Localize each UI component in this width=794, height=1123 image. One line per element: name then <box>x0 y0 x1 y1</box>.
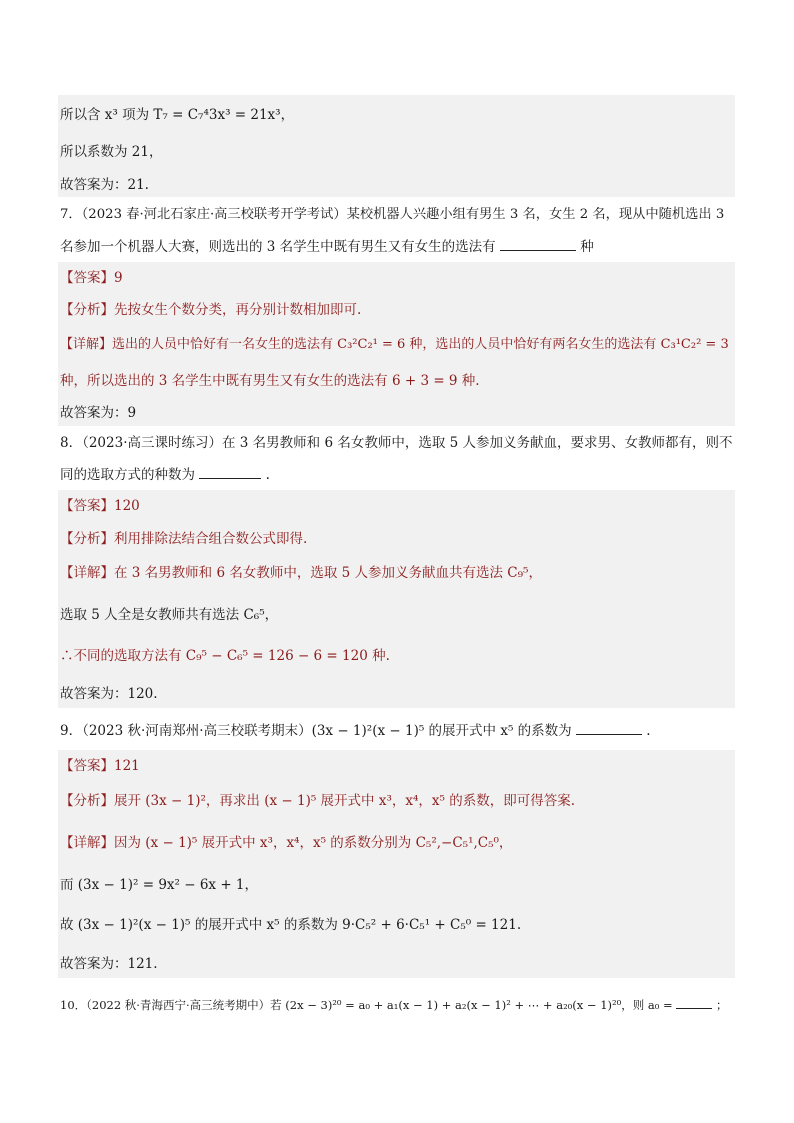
q9-answer-blank <box>576 720 642 735</box>
q8-answer: 【答案】120 <box>60 498 140 514</box>
q9-stem-end: . <box>646 723 651 739</box>
q10-stem <box>60 994 734 1014</box>
q7-answer: 【答案】9 <box>60 270 123 286</box>
q9-stem <box>60 720 734 740</box>
q7-detail-2: 种，所以选出的 3 名学生中既有男生又有女生的选法有 6 + 3 = 9 种. <box>60 373 480 389</box>
q9-detail-3: 故 (3x − 1)²(x − 1)⁵ 的展开式中 x⁵ 的系数为 9·C₅² + 6·C₅¹ + C₅⁰ = 121. <box>60 917 522 933</box>
q9-analysis: 【分析】展开 (3x − 1)²，再求出 (x − 1)⁵ 展开式中 x³，x⁴，x⁵ 的系数，即可得答案. <box>60 793 575 809</box>
solution-block-q8 <box>58 490 735 708</box>
q7-answer-blank <box>500 236 576 251</box>
q7-stem-unit: 种 <box>580 239 594 255</box>
q9-detail-1: 【详解】因为 (x − 1)⁵ 展开式中 x³，x⁴，x⁵ 的系数分别为 C₅²,−C₅¹,C₅⁰， <box>60 835 513 851</box>
q8-answer-blank <box>199 464 261 479</box>
q9-answer: 【答案】121 <box>60 758 140 774</box>
q8-stem-line-2 <box>60 464 734 484</box>
q8-stem-end: . <box>265 467 270 483</box>
solution-block-q9 <box>58 750 735 978</box>
q7-stem-text: 名参加一个机器人大赛，则选出的 3 名学生中既有男生又有女生的选法有 <box>60 239 496 255</box>
q8-stem-line-1: 8．（2023·高三课时练习）在 3 名男教师和 6 名女教师中，选取 5 人参加义务献血，要求男、女教师都有，则不 <box>60 435 733 451</box>
q7-final: 故答案为：9 <box>60 405 137 421</box>
q8-detail-3: ∴不同的选取方法有 C₉⁵ − C₆⁵ = 126 − 6 = 120 种. <box>60 648 390 664</box>
q9-final: 故答案为：121. <box>60 956 158 972</box>
q9-stem-text: 9．（2023 秋·河南郑州·高三校联考期末）(3x − 1)²(x − 1)⁵ 的展开式中 x⁵ 的系数为 <box>60 723 572 739</box>
q10-stem-end: ； <box>715 998 728 1012</box>
q9-detail-2: 而 (3x − 1)² = 9x² − 6x + 1， <box>60 877 259 893</box>
q8-final: 故答案为：120. <box>60 686 158 702</box>
q8-analysis: 【分析】利用排除法结合组合数公式即得. <box>60 531 308 547</box>
q7-stem-line-2 <box>60 236 734 256</box>
q10-answer-blank <box>676 994 712 1009</box>
q6-line-2: 所以系数为 21， <box>60 144 163 160</box>
q6-line-1: 所以含 x³ 项为 T₇ = C₇⁴3x³ = 21x³， <box>60 107 295 123</box>
q7-analysis: 【分析】先按女生个数分类，再分别计数相加即可. <box>60 302 362 318</box>
q8-stem-text: 同的选取方式的种数为 <box>60 467 195 483</box>
q6-final: 故答案为：21. <box>60 177 149 193</box>
q7-stem-line-1: 7．（2023 春·河北石家庄·高三校联考开学考试）某校机器人兴趣小组有男生 3 名，女生 2 名，现从中随机选出 3 <box>60 207 725 222</box>
q8-detail-1: 【详解】在 3 名男教师和 6 名女教师中，选取 5 人参加义务献血共有选法 C₉⁵， <box>60 565 542 581</box>
q10-stem-text: 10．（2022 秋·青海西宁·高三统考期中）若 (2x − 3)²⁰ = a₀ + a₁(x − 1) + a₂(x − 1)² + ⋯ + a₂₀(x − 1)²⁰，则 a₀ = <box>60 998 673 1012</box>
q8-detail-2: 选取 5 人全是女教师共有选法 C₆⁵， <box>60 607 279 623</box>
q7-detail-1: 【详解】选出的人员中恰好有一名女生的选法有 C₃²C₂¹ = 6 种，选出的人员中恰好有两名女生的选法有 C₃¹C₂² = 3 <box>60 337 729 352</box>
